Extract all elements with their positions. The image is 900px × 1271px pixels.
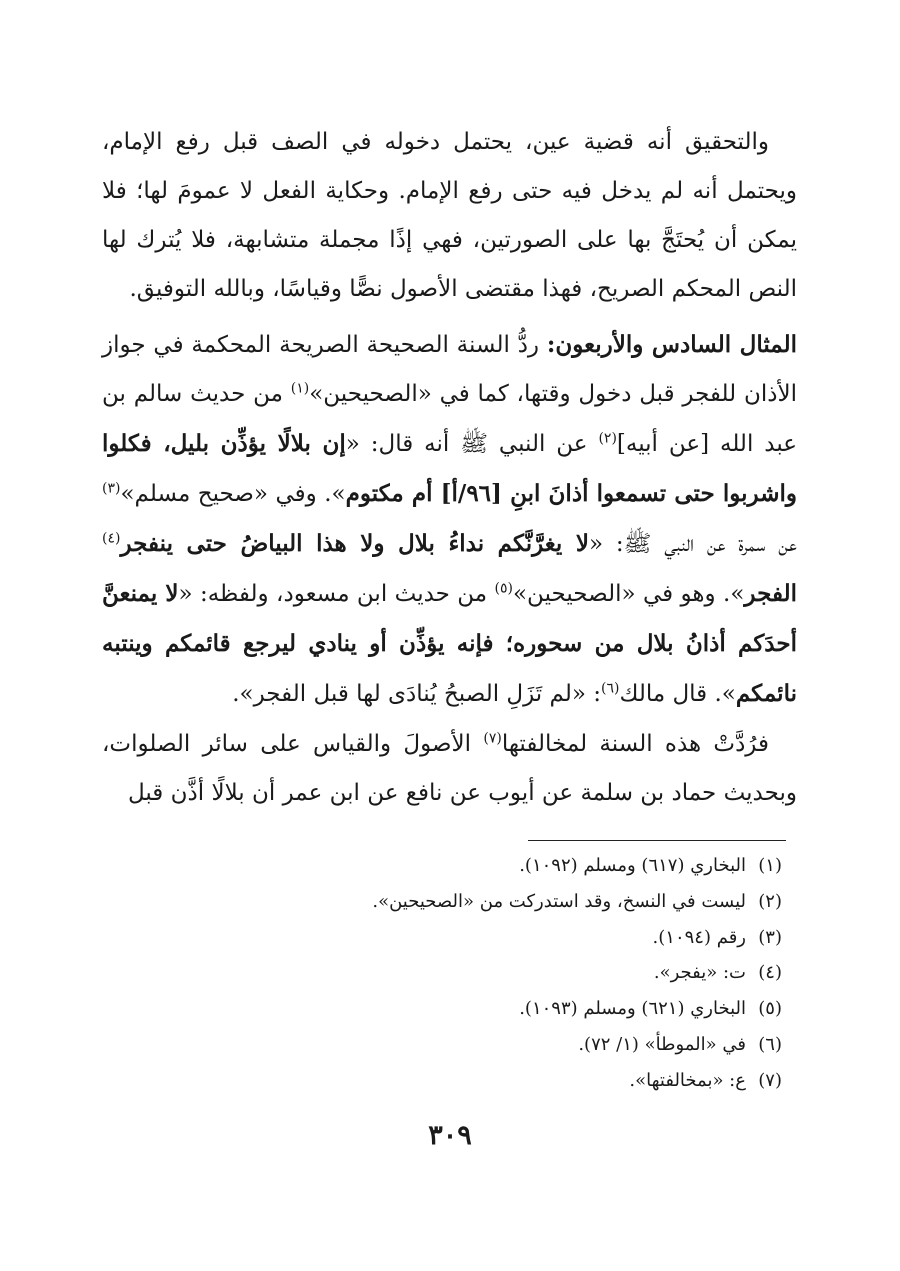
footnote-3: (٣)رقم (١٠٩٤).: [652, 926, 782, 948]
hadith-quote-2: لا يغرَّنَّكم نداءُ بلال ولا هذا البياضُ حتى ينفجر: [120, 530, 589, 557]
hadith-quote-1: إن بلالًا يؤذِّن بليل، فكلوا واشربوا حتى تسمعوا أذانَ ابنِ [٩٦/أ] أم مكتوم: [102, 430, 797, 507]
footnote-2: (٢)ليست في النسخ، وقد استدركت من «الصحيحين».: [372, 890, 782, 912]
footnote-ref-7[interactable]: (٧): [483, 730, 502, 747]
paragraph-1: والتحقيق أنه قضية عين، يحتمل دخوله في الصف قبل رفع الإمام، ويحتمل أنه لم يدخل فيه حتى رفع الإمام. وحكاية الفعل لا عمومَ لها؛ فلا يمكن أن يُحتَجَّ بها على الصورتين، فهي إذًا مجملة متشابهة، فلا يُترك لها النص المحكم الصريح، فهذا مقتضى الأصول نصًّا وقياسًا، وبالله التوفيق.: [102, 129, 797, 302]
footnote-ref-3[interactable]: (٣): [102, 480, 121, 497]
footnote-5: (٥)البخاري (٦٢١) ومسلم (١٠٩٣).: [519, 998, 782, 1020]
example-heading: المثال السادس والأربعون:: [546, 331, 797, 358]
footnote-4: (٤)ت: «يفجر».: [653, 962, 782, 984]
footnote-ref-5[interactable]: (٥): [494, 580, 513, 597]
footnotes-list: [120, 848, 782, 1099]
paragraph-2: المثال السادس والأربعون: ردُّ السنة الصحيحة الصريحة المحكمة في جواز الأذان للفجر قبل دخول وقتها، كما في «الصحيحين»$^{(١)}$ من حديث سالم بن عبد الله [عن أبيه]$^{(٢)}$ عن النبي ﷺ أنه قال: «إن بلالًا يؤذِّن بليل، فكلوا واشربوا حتى تسمعوا أذانَ ابنِ [٩٦/أ] أم مكتوم». وفي «صحيح مسلم»$^{(٣)}$ عن سمرة عن النبي ﷺ: «لا يغرَّنَّكم نداءُ بلال ولا هذا البياضُ حتى ينفجر$^{(٤)}$ الفجر». وهو في «الصحيحين»$^{(٥)}$ من حديث ابن مسعود، ولفظه: «لا يمنعنَّ أحدَكم أذانُ بلال من سحوره؛ فإنه يؤذِّن أو ينادي ليرجع قائمكم وينتبه نائمكم». قال مالك$^{(٦)}$: «لم تَزَلِ الصبحُ يُنادَى لها قبل الفجر».: [102, 331, 797, 707]
footnote-ref-2[interactable]: (٢): [598, 430, 617, 447]
footnote-separator: [528, 840, 786, 841]
main-text: [102, 118, 797, 818]
footnote-7: (٧)ع: «بمخالفتها».: [629, 1069, 782, 1091]
page-number: ٣٠٩: [428, 1120, 472, 1151]
footnote-ref-4[interactable]: (٤): [102, 530, 121, 547]
footnote-ref-1[interactable]: (١): [290, 380, 310, 397]
footnote-ref-6[interactable]: (٦): [600, 680, 620, 697]
paragraph-3: فرُدَّتْ هذه السنة لمخالفتها$^{(٧)}$ الأصولَ والقياس على سائر الصلوات، وبحديث حماد بن سلمة عن أيوب عن نافع عن ابن عمر أن بلالًا أذَّن قبل: [102, 730, 797, 806]
footnote-6: (٦)في «الموطأ» (١/ ٧٢).: [578, 1033, 782, 1055]
footnote-1: (١)البخاري (٦١٧) ومسلم (١٠٩٢).: [519, 855, 782, 876]
hadith-quote-3: لا يمنعنَّ أحدَكم أذانُ بلال من سحوره؛ فإنه يؤذِّن أو ينادي ليرجع قائمكم وينتبه نائمكم: [102, 580, 797, 707]
